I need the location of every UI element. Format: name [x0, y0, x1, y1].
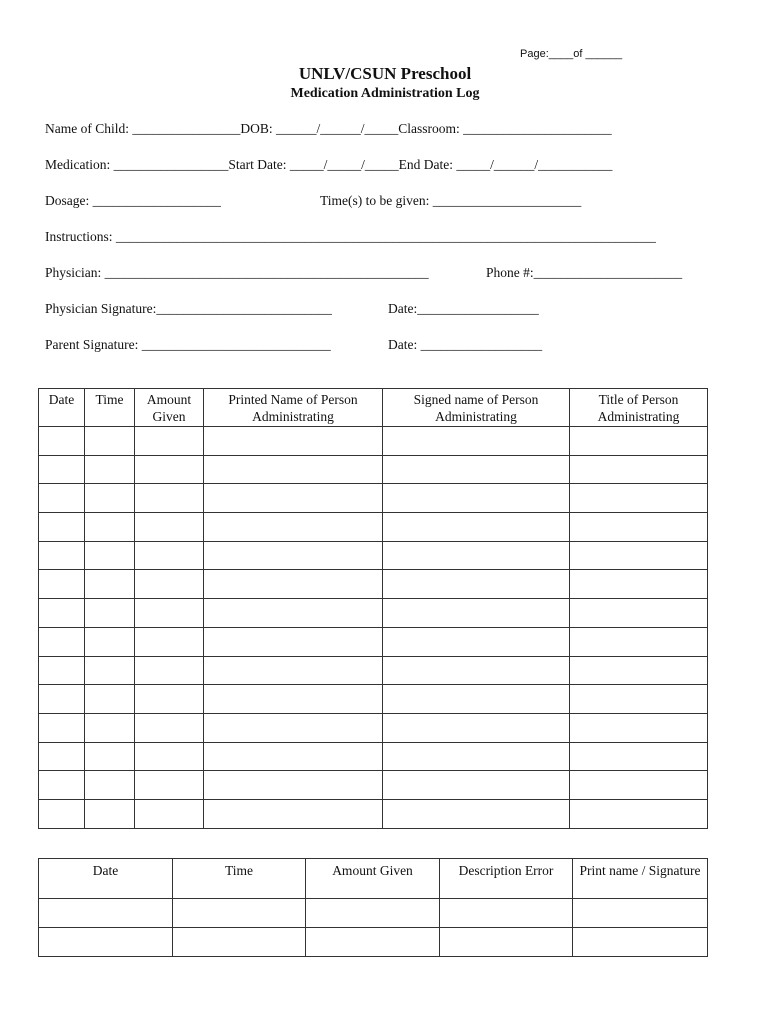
table-cell[interactable]: [39, 928, 173, 957]
physician-date-field: Date:__________________: [388, 301, 539, 316]
table-cell[interactable]: [204, 742, 383, 771]
column-header-signed-name: Signed name of Person Administrating: [383, 389, 570, 427]
table-cell[interactable]: [135, 570, 204, 599]
table-cell[interactable]: [204, 513, 383, 542]
table-row: [39, 455, 708, 484]
table-cell[interactable]: [85, 427, 135, 456]
column-header-time: Time: [85, 389, 135, 427]
table-cell[interactable]: [204, 713, 383, 742]
table-cell[interactable]: [204, 771, 383, 800]
table-row: [39, 484, 708, 513]
phone-field: Phone #:______________________: [486, 265, 683, 280]
table-cell[interactable]: [135, 713, 204, 742]
table-cell[interactable]: [383, 427, 570, 456]
table-cell[interactable]: [570, 685, 708, 714]
table-cell[interactable]: [204, 685, 383, 714]
table-cell[interactable]: [135, 599, 204, 628]
table-cell[interactable]: [204, 570, 383, 599]
table-cell[interactable]: [204, 599, 383, 628]
instructions-field: Instructions: ________________________________________________________________________________: [45, 229, 656, 244]
table-cell[interactable]: [135, 541, 204, 570]
table-cell[interactable]: [383, 742, 570, 771]
table-cell[interactable]: [204, 541, 383, 570]
column-header-time: Time: [173, 859, 306, 899]
physician-signature-field: Physician Signature:__________________________: [45, 301, 332, 316]
column-header-print-name-signature: Print name / Signature: [573, 859, 708, 899]
table-cell[interactable]: [85, 656, 135, 685]
table-cell[interactable]: [39, 742, 85, 771]
medication-log-table: [38, 388, 708, 829]
table-cell[interactable]: [440, 928, 573, 957]
table-cell[interactable]: [573, 899, 708, 928]
table-cell[interactable]: [204, 484, 383, 513]
table-cell[interactable]: [85, 513, 135, 542]
table-cell[interactable]: [39, 599, 85, 628]
column-header-date: Date: [39, 859, 173, 899]
table-cell[interactable]: [383, 713, 570, 742]
table-row: [39, 685, 708, 714]
table-row: [39, 899, 708, 928]
table-cell[interactable]: [570, 484, 708, 513]
table-cell[interactable]: [306, 899, 440, 928]
table-cell[interactable]: [85, 799, 135, 828]
document-title: UNLV/CSUN Preschool: [298, 64, 472, 83]
table-cell[interactable]: [85, 685, 135, 714]
table-cell[interactable]: [39, 427, 85, 456]
table-cell[interactable]: [383, 599, 570, 628]
table-cell[interactable]: [383, 541, 570, 570]
table-cell[interactable]: [85, 541, 135, 570]
page-number-field: Page:____of ______: [520, 48, 623, 60]
table-cell[interactable]: [39, 771, 85, 800]
table-cell[interactable]: [383, 771, 570, 800]
table-cell[interactable]: [570, 656, 708, 685]
table-cell[interactable]: [570, 570, 708, 599]
table-row: [39, 771, 708, 800]
table-row: [39, 928, 708, 957]
table-cell[interactable]: [306, 928, 440, 957]
parent-date-field: Date: __________________: [388, 337, 543, 352]
table-cell[interactable]: [135, 799, 204, 828]
table-cell[interactable]: [383, 685, 570, 714]
table-cell[interactable]: [39, 656, 85, 685]
table-row: [39, 427, 708, 456]
column-header-printed-name: Printed Name of Person Administrating: [204, 389, 383, 427]
column-header-title: Title of Person Administrating: [570, 389, 708, 427]
table-cell[interactable]: [135, 427, 204, 456]
table-cell[interactable]: [383, 484, 570, 513]
error-log-table: [38, 858, 708, 957]
table-cell[interactable]: [39, 541, 85, 570]
table-row: [39, 656, 708, 685]
table-cell[interactable]: [135, 513, 204, 542]
table-cell[interactable]: [204, 455, 383, 484]
table-cell[interactable]: [383, 513, 570, 542]
table-cell[interactable]: [570, 541, 708, 570]
table-cell[interactable]: [570, 427, 708, 456]
table-cell[interactable]: [85, 484, 135, 513]
table-cell[interactable]: [135, 685, 204, 714]
dosage-field: Dosage: ___________________: [45, 193, 221, 208]
table-cell[interactable]: [173, 928, 306, 957]
table-cell[interactable]: [383, 570, 570, 599]
table-cell[interactable]: [383, 656, 570, 685]
table-cell[interactable]: [135, 742, 204, 771]
table-cell[interactable]: [85, 713, 135, 742]
table-cell[interactable]: [383, 799, 570, 828]
table-cell[interactable]: [570, 771, 708, 800]
table-cell[interactable]: [39, 627, 85, 656]
medication-line: Medication: _________________Start Date: _____/_____/_____End Date: _____/______/___________: [45, 157, 613, 172]
table-cell[interactable]: [440, 899, 573, 928]
column-header-amount-given: Amount Given: [135, 389, 204, 427]
table-cell[interactable]: [39, 685, 85, 714]
table-row: [39, 742, 708, 771]
table-cell[interactable]: [204, 656, 383, 685]
table-cell[interactable]: [570, 513, 708, 542]
table-header-row: [39, 389, 708, 427]
column-header-amount-given: Amount Given: [306, 859, 440, 899]
parent-signature-field: Parent Signature: ____________________________: [45, 337, 331, 352]
table-cell[interactable]: [39, 799, 85, 828]
table-cell[interactable]: [85, 742, 135, 771]
table-cell[interactable]: [85, 599, 135, 628]
table-cell[interactable]: [570, 713, 708, 742]
table-cell[interactable]: [39, 899, 173, 928]
table-cell[interactable]: [135, 771, 204, 800]
table-header-row: [39, 859, 708, 899]
table-cell[interactable]: [85, 455, 135, 484]
table-cell[interactable]: [204, 799, 383, 828]
table-cell[interactable]: [204, 627, 383, 656]
table-cell[interactable]: [135, 455, 204, 484]
table-cell[interactable]: [135, 656, 204, 685]
table-cell[interactable]: [135, 484, 204, 513]
column-header-description-error: Description Error: [440, 859, 573, 899]
table-cell[interactable]: [85, 627, 135, 656]
table-cell[interactable]: [39, 570, 85, 599]
table-cell[interactable]: [39, 713, 85, 742]
table-row: [39, 513, 708, 542]
table-row: [39, 541, 708, 570]
table-cell[interactable]: [570, 599, 708, 628]
table-cell[interactable]: [39, 455, 85, 484]
times-given-field: Time(s) to be given: ______________________: [320, 193, 582, 208]
column-header-date: Date: [39, 389, 85, 427]
physician-field: Physician: ________________________________________________: [45, 265, 429, 280]
table-cell[interactable]: [85, 570, 135, 599]
document-subtitle: Medication Administration Log: [290, 86, 480, 101]
table-cell[interactable]: [383, 627, 570, 656]
table-row: [39, 599, 708, 628]
table-cell[interactable]: [570, 799, 708, 828]
table-cell[interactable]: [573, 928, 708, 957]
table-cell[interactable]: [39, 513, 85, 542]
table-row: [39, 570, 708, 599]
table-cell[interactable]: [39, 484, 85, 513]
table-cell[interactable]: [173, 899, 306, 928]
table-cell[interactable]: [570, 627, 708, 656]
table-cell[interactable]: [570, 455, 708, 484]
table-cell[interactable]: [570, 742, 708, 771]
table-row: [39, 799, 708, 828]
table-cell[interactable]: [85, 771, 135, 800]
table-row: [39, 627, 708, 656]
child-info-line: Name of Child: ________________DOB: ______/______/_____Classroom: ______________________: [45, 121, 612, 136]
table-cell[interactable]: [383, 455, 570, 484]
table-cell[interactable]: [204, 427, 383, 456]
table-cell[interactable]: [135, 627, 204, 656]
table-row: [39, 713, 708, 742]
